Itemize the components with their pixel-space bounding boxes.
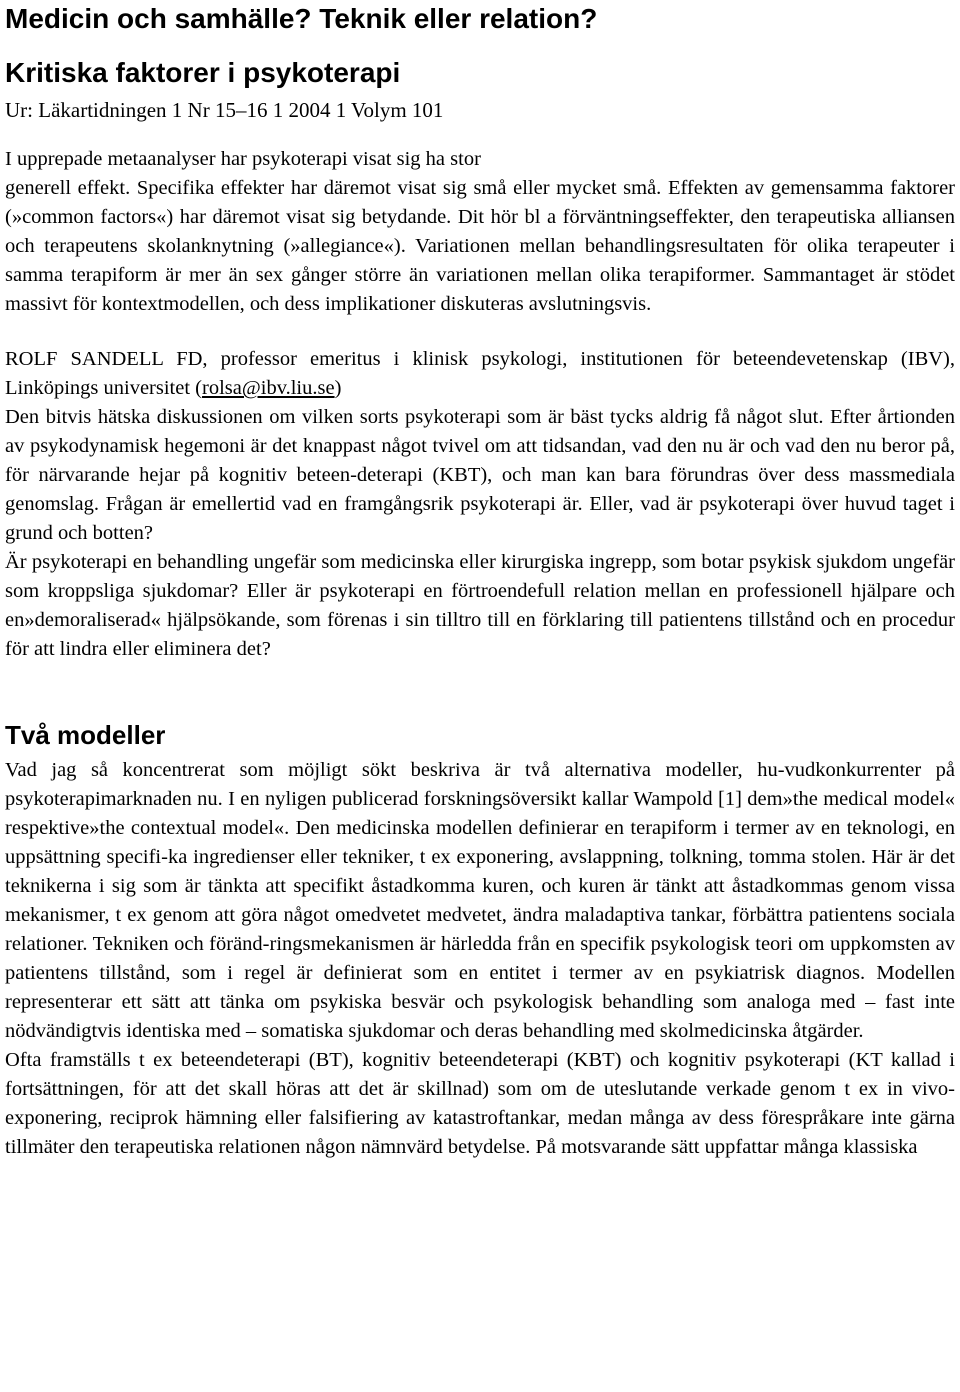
intro-paragraph-1: Den bitvis hätska diskussionen om vilken sorts psykoterapi som är bäst tycks aldrig få något slut. Efter årtionden av psykodynamisk hegemoni är det knappast något tvivel om att tidsandan, vad den nu är och vad den nu beror på, för närvarande hejar på kognitiv beteen-deterapi (KBT), och man kan bara förundras över dess massmediala genomslag. Frågan är emellertid vad en framgångsrik psykoterapi är. Eller, vad är psykoterapi över huvud taget i grund och botten? [5,406,955,544]
section-paragraph-2: Ofta framställs t ex beteendeterapi (BT), kognitiv beteendeterapi (KBT) och kognitiv psykoterapi (KT kallad i fortsättningen, för att det skall höras att det är skillnad) som om de uteslutande verkade genom t ex in vivo-exponering, reciprok hämning eller falsifiering av katastroftankar, medan många av dess förespråkare inte gärna tillmäter den terapeutiska relationen någon nämnvärd betydelse. På motsvarande sätt uppfattar många klassiska [5,1049,955,1158]
author-text: ROLF SANDELL FD, professor emeritus i klinisk psykologi, institutionen för beteendevetenskap (IBV), Linköpings universitet ( [5,348,955,399]
page-title: Medicin och samhälle? Teknik eller relation? [5,3,598,34]
spacer [5,664,955,718]
spacer [5,319,955,345]
section-heading: Två modeller [5,720,166,750]
section-paragraph-1: Vad jag så koncentrerat som möjligt sökt beskriva är två alternativa modeller, hu-vudkonkurrenter på psykoterapimarknaden nu. I en nyligen publicerad forskningsöversikt kallar Wampold [1] dem»the medical model« respektive»the contextual model«. Den medicinska modellen definierar en terapiform i termer av en teknologi, en uppsättning specifi-ka ingredienser eller tekniker, t ex exponering, avslappning, tolkning, tomma stolen. Här är det teknikerna i sig som är tänkta att specifikt åstadkomma kuren, och kuren är tänkt att åstadkommas genom vissa mekanismer, t ex genom att göra något omedvetet medvetet, ändra maladaptiva tankar, förbättra patientens sociala relationer. Tekniken och föränd-ringsmekanismen är härledda från en specifik psykologisk teori om uppkomsten av patientens tillstånd, som i regel är definierat som en entitet i termer av en psykiatrisk diagnos. Modellen representerar ett sätt att tänka om psykiska besvär och psykologisk behandling som analoga med – fast inte nödvändigtvis identiska med – somatiska sjukdomar och deras behandling med skolmedicinska åtgärder. [5,759,955,1042]
abstract-first-line: I upprepade metaanalyser har psykoterapi visat sig ha stor [5,148,481,170]
author-email-link[interactable]: rolsa@ibv.liu.se [202,377,335,399]
author-close: ) [334,377,342,399]
intro-paragraph-2: Är psykoterapi en behandling ungefär som medicinska eller kirurgiska ingrepp, som botar psykisk sjukdom ungefär som kroppsliga sjukdomar? Eller är psykoterapi en förtroendefull relation mellan en professionell hjälpare och en»demoraliserad« hjälpsökande, som förenas i sin tilltro till en förklaring till patientens tillstånd och en procedur för att lindra eller eliminera det? [5,551,955,660]
article-title: Kritiska faktorer i psykoterapi [5,57,401,88]
abstract-paragraph [5,145,955,319]
document-page [5,0,955,1162]
author-info [5,345,955,403]
abstract-text: generell effekt. Specifika effekter har däremot visat sig små eller mycket små. Effekten av gemensamma faktorer (»common factors«) har däremot visat sig betydande. Dit hör bl a förväntningseffekter, den terapeutiska alliansen och terapeutens skolanknytning (»allegiance«). Variationen mellan behandlingsresultaten för olika terapeuter i samma terapiform är mer än sex gånger större än variationen mellan olika terapiformer. Sammantaget är stödet massivt för kontextmodellen, och dess implikationer diskuteras avslutningsvis. [5,177,955,315]
source-citation: Ur: Läkartidningen 1 Nr 15–16 1 2004 1 Volym 101 [5,98,444,122]
